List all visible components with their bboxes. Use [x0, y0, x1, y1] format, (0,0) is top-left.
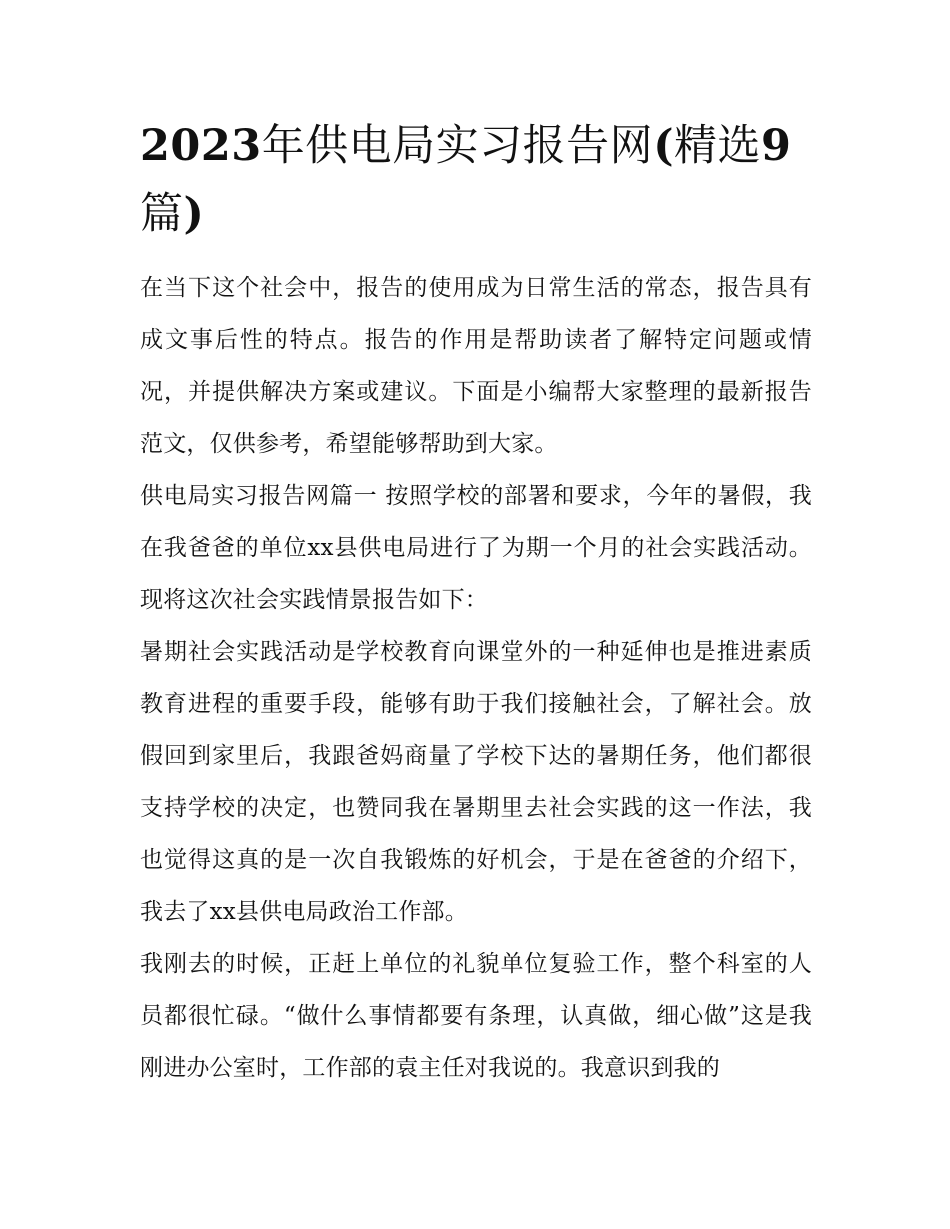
title-bracket-close: ) — [183, 189, 205, 239]
paragraph-summer-practice: 暑期社会实践活动是学校教育向课堂外的一种延伸也是推进素质教育进程的重要手段，能够有助于我们接触社会，了解社会。放假回到家里后，我跟爸妈商量了学校下达的暑期任务，他们都很支持学校的决定，也赞同我在暑期里去社会实践的这一作法，我也觉得这真的是一次自我锻炼的好机会，于是在爸爸的介绍下，我去了xx县供电局政治工作部。 — [140, 639, 812, 925]
title-text-main: 年供电局实习报告网 — [261, 121, 654, 171]
title-count: 9 — [761, 121, 792, 171]
title-year: 2023 — [140, 121, 262, 171]
document-page — [140, 112, 812, 1094]
paragraph-first-day: 我刚去的时候，正赶上单位的礼貌单位复验工作，整个科室的人员都很忙碌。“做什么事情都要有条理，认真做，细心做”这是我刚进办公室时，工作部的袁主任对我说的。我意识到我的 — [140, 951, 812, 1081]
title-text-unit: 篇 — [140, 189, 184, 239]
paragraph-intro: 在当下这个社会中，报告的使用成为日常生活的常态，报告具有成文事后性的特点。报告的作用是帮助读者了解特定问题或情况，并提供解决方案或建议。下面是小编帮大家整理的最新报告范文，仅供参考，希望能够帮助到大家。 — [140, 275, 812, 457]
paragraph-report-one: 供电局实习报告网篇一 按照学校的部署和要求，今年的暑假，我在我爸爸的单位xx县供电局进行了为期一个月的社会实践活动。现将这次社会实践情景报告如下： — [140, 483, 812, 613]
title-text-selected: 精选 — [674, 121, 762, 171]
title-bracket-open: ( — [653, 121, 675, 171]
document-title — [140, 112, 812, 248]
